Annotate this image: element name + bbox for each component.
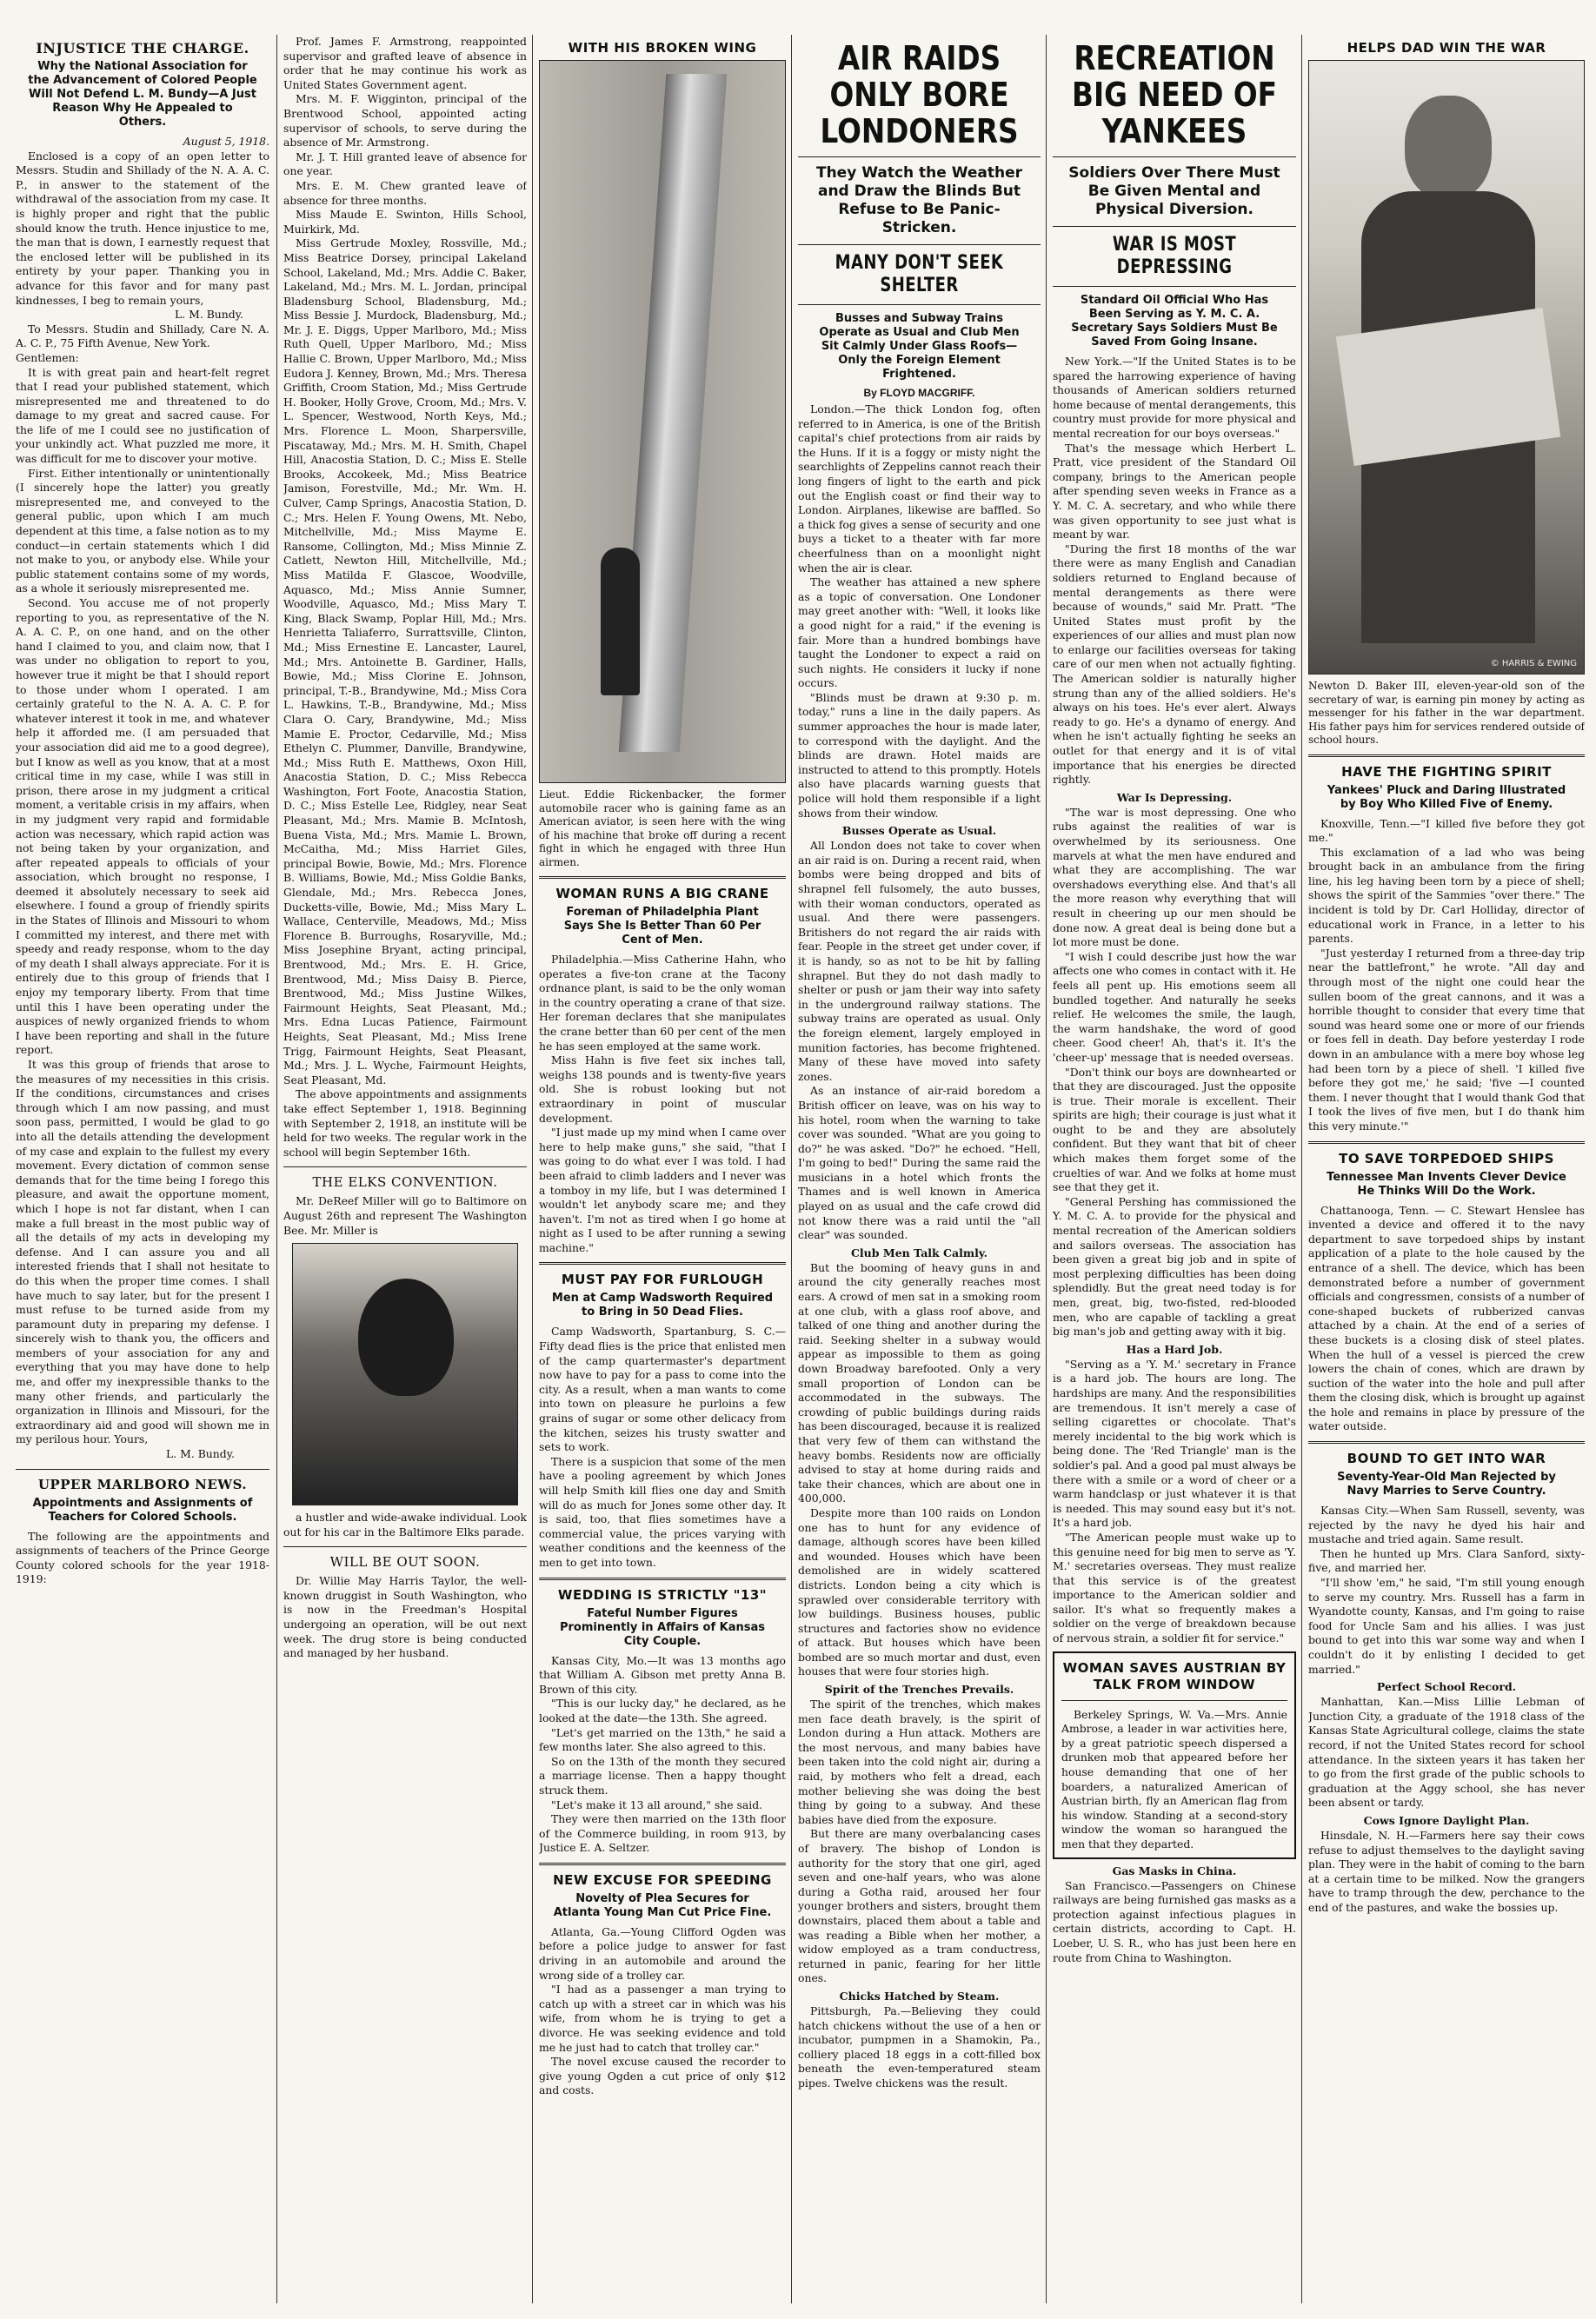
headline-crane: WOMAN RUNS A BIG CRANE xyxy=(555,886,769,901)
paragraph: The novel excuse caused the recorder to give young Ogden a cut price of only $12 and costs. xyxy=(539,2055,786,2097)
photo-caption: Newton D. Baker III, eleven-year-old son of the secretary of war, is earning pin money by acting as messenger for his father in the war department. His father pays him for services rendered outside of school hours. xyxy=(1308,680,1585,746)
byline: By FLOYD MACGRIFF. xyxy=(863,387,975,399)
subhead: Cows Ignore Daylight Plan. xyxy=(1363,1813,1530,1827)
paragraph: "I had as a passenger a man trying to catch up with a street car in which was his wife, from whom he is trying to get a divorce. He was seeking evidence and told me he just had to catch that trolley car." xyxy=(539,1983,786,2054)
paragraph: The above appointments and assignments take effect September 1, 1918. Beginning with September 2, 1918, an institute will be held for two weeks. The regular work in the school will begin September 16th. xyxy=(283,1087,527,1159)
subhead: Perfect School Record. xyxy=(1376,1680,1517,1694)
deck-bound-war: Seventy-Year-Old Man Rejected by Navy Marries to Serve Country. xyxy=(1337,1471,1556,1498)
address: To Messrs. Studin and Shillady, Care N. A. A. C. P., 75 Fifth Avenue, New York. xyxy=(16,322,269,350)
divider xyxy=(798,244,1041,245)
paragraph: This exclamation of a lad who was being brought back in an ambulance from the firing line, his leg having been torn by a piece of shell; shows the spirit of the Sammies "over there." The incident is told by Dr. Carl Holliday, director of educational work in France, in a letter to his parents. xyxy=(1308,845,1585,946)
paragraph: Despite more than 100 raids on London one has to hunt for any evidence of damage, although scores have been killed and wounded. Houses which have been demolished are in widely scattered districts. London being a city which is sprawled over considerable territory with low buildings. Business houses, public structures and factories show no evidence of attack. But houses which have been bombed are so much mortar and dust, even houses that were four stories high. xyxy=(798,1505,1041,1678)
deck-air-raids: They Watch the Weather and Draw the Blinds But Refuse to Be Panic-Stricken. xyxy=(815,164,1023,236)
portrait-head xyxy=(358,1279,454,1396)
column-5 xyxy=(1053,35,1296,2303)
paragraph: "Let's make it 13 all around," she said. xyxy=(551,1797,763,1811)
paragraph: Mrs. M. F. Wigginton, principal of the Brentwood School, appointed acting supervisor of schools, to serve during the absence of Mr. Armstrong. xyxy=(283,92,527,150)
headline-broken-wing: WITH HIS BROKEN WING xyxy=(568,40,757,56)
divider xyxy=(1053,226,1296,227)
column-rule xyxy=(791,35,792,2303)
divider xyxy=(539,1863,786,1865)
paragraph: "I wish I could describe just how the war affects one who comes in contact with it. He feels all pent up. His emotions seem all bundled together. And naturally he seeks relief. He welcomes the smile, the laugh, the warm handshake, the word of good cheer. Good cheer! Ah, that's it. It's the 'cheer-up' message that is needed overseas. xyxy=(1053,949,1296,1064)
subhead: Spirit of the Trenches Prevails. xyxy=(824,1683,1014,1697)
paragraph: Manhattan, Kan.—Miss Lillie Lebman of Junction City, a graduate of the 1918 class of the Kansas State Agricultural college, claims the state record, if not the United States record for school attendance. In the sixteen years it has taken her to go from the first grade of the public schools to graduation at the Aggy school, she has never been absent or tardy. xyxy=(1308,1695,1585,1810)
paragraph: That's the message which Herbert L. Pratt, vice president of the Standard Oil company, brings to the American people after spending seven weeks in France as a Y. M. C. A. secretary, and who while there was given opportunity to see just what is meant by war. xyxy=(1053,441,1296,542)
paragraph: "Just yesterday I returned from a three-day trip near the battlefront," he wrote. "All day and through most of the night one could hear the sullen boom of the great cannons, and it was a horrible thought to consider that every time that sound was heard some one or more of our friends or foes fell in death. Day before yesterday I rode down in an ambulance with a mere boy whose leg had been torn by a piece of shell. 'I killed five before they got me,' he said; 'five —I counted them. I never thought that I would thank God that I took the lives of five men, but I do thank him this very minute.'" xyxy=(1308,946,1585,1133)
headline-austrian: WOMAN SAVES AUSTRIAN BY TALK FROM WINDOW xyxy=(1062,1659,1287,1692)
paragraph: Camp Wadsworth, Spartanburg, S. C.—Fifty dead flies is the price that enlisted men of the camp quartermaster's department now have to pay for a pass to come into the city. As a result, when a man wants to come into town on pleasure he purloins a few grains of sugar or some other delicacy from the kitchen, seizes his trusty swatter and sets to work. xyxy=(539,1325,786,1454)
divider xyxy=(16,1469,269,1470)
column-1 xyxy=(16,35,269,2303)
divider xyxy=(1308,1441,1585,1444)
headline-elks: THE ELKS CONVENTION. xyxy=(312,1174,498,1191)
headline-depressing: WAR IS MOST DEPRESSING xyxy=(1112,234,1237,278)
headline-upper-marlboro: UPPER MARLBORO NEWS. xyxy=(37,1476,248,1492)
headline-helps-dad: HELPS DAD WIN THE WAR xyxy=(1347,40,1546,56)
deck-depressing: Standard Oil Official Who Has Been Serving as Y. M. C. A. Secretary Says Soldiers Must Be Saved From Going Insane. xyxy=(1071,294,1278,349)
paragraph: So on the 13th of the month they secured a marriage license. Then a happy thought struck them. xyxy=(539,1754,786,1797)
deck-injustice: Why the National Association for the Advancement of Colored People Will Not Defend L. M. Bundy—A Just Reason Why He Appealed to Others. xyxy=(28,60,257,129)
headline-speeding: NEW EXCUSE FOR SPEEDING xyxy=(553,1871,772,1888)
column-rule xyxy=(276,35,277,2303)
paragraph: London.—The thick London fog, often referred to in America, is one of the British capital's chief protections from air raids by the Huns. If it is a foggy or misty night the searchlights of Zeppelins cannot reach their long fingers of light to the earth and pick out the English coast or find their way to London. Airplanes, likewise are baffled. So a thick fog gives a sense of security and one buys a ticket to a theater with far more cheerfulness than on a moonlight night when the air is clear. xyxy=(798,402,1041,575)
headline-torpedoed: TO SAVE TORPEDOED SHIPS xyxy=(1339,1150,1554,1166)
divider xyxy=(539,1578,786,1580)
headline-shelter: MANY DON'T SEEK SHELTER xyxy=(835,252,1004,296)
paragraph: "The war is most depressing. One who rubs against the realities of war is overwhelmed by its seriousness. One marvels at what the men have endured and what they are accomplishing. The war overshadows everything else. And that's all the more reason why everything that will result in cheering up our men should be done now. A great deal is being done but a lot more must be done. xyxy=(1053,805,1296,949)
paragraph: The spirit of the trenches, which makes men face death bravely, is the spirit of London during a Hun attack. Mothers are the most nervous, and many babies have been taken into the cold night air, during a raid, by mothers who felt a dread, each mother believing she was doing the best thing by going to a subway. And these babies have died from the exposure. xyxy=(798,1698,1041,1826)
subhead: Has a Hard Job. xyxy=(1126,1342,1223,1356)
deck-furlough: Men at Camp Wadsworth Required to Bring in 50 Dead Flies. xyxy=(551,1292,774,1319)
subhead: Club Men Talk Calmly. xyxy=(850,1246,988,1259)
paragraph: Pittsburgh, Pa.—Believing they could hatch chickens without the use of a hen or incubator, pumpmen in a Shamokin, Pa., colliery placed 18 eggs in a cott-filled box beneath the even-temperatured steam pipes. Twelve chickens was the result. xyxy=(798,2003,1041,2090)
paragraph: Knoxville, Tenn.—"I killed five before they got me." xyxy=(1308,816,1585,845)
paragraph: Second. You accuse me of not properly reporting to you, as representative of the N. A. A. C. P., on one hand, and on the other hand I claimed to you, and claim now, that I was under no obligation to report to you, however true it might be that I should report to those under whom I operated. I am certainly grateful to the N. A. A. C. P. for whatever interest it took in me, and whatever help it afforded me. (I am persuaded that your association did aid me to a good degree), but I know as well as you know, that at a most critical time in my case, while I was still in prison, there arose in my judgment a critical moment, a veritable crisis in my affairs, when in my judgment very rapid and formidable action was necessary, which rapid action was not being taken by your organization, and after repeated appeals to officials of your association, which brought no response, I deemed it absolutely necessary to seek aid elsewhere. I found a group of friendly spirits in the States of Illinois and Missouri to whom I committed my interest, and there met with speedy and ready response, whom to the day of my death I shall always appreciate. For it is entirely due to this group of friends that I enjoy my temporary liberty. From that time until this I have been operating under the auspices of newly organized friends to whom I have been reporting and shall in the future report. xyxy=(16,596,269,1057)
paragraph: Atlanta, Ga.—Young Clifford Ogden was before a police judge to answer for fast driving in an automobile and around the wrong side of a trolley car. xyxy=(539,1924,786,1982)
column-rule xyxy=(1301,35,1302,2303)
subhead: Busses Operate as Usual. xyxy=(841,824,997,838)
aviator-wing-photo xyxy=(539,60,786,783)
deck-fighting-spirit: Yankees' Pluck and Daring Illustrated by Boy Who Killed Five of Enemy. xyxy=(1327,783,1566,811)
divider xyxy=(1308,754,1585,757)
paragraph: Berkeley Springs, W. Va.—Mrs. Annie Ambrose, a leader in war activities here, by a great patriotic speech dispersed a drunken mob that appeared before her house demanding that one of her boarders, a naturalized American of Austrian birth, fly an American flag from his window. Standing at a second-story window the woman so harangued the men that they departed. xyxy=(1061,1707,1287,1851)
paragraph: Kansas City, Mo.—It was 13 months ago that William A. Gibson met pretty Anna B. Brown of this city. xyxy=(539,1653,786,1696)
subhead: Chicks Hatched by Steam. xyxy=(839,1989,1000,2003)
paragraph: "The American people must wake up to this genuine need for big men to serve as 'Y. M.' secretaries overseas. They must realize that this service is of the greatest importance to the American soldier and sailor. It's what so frequently makes a soldier on the verge of breakdown because of nervous strain, a soldier fit for service." xyxy=(1053,1530,1296,1645)
paragraph: Mrs. E. M. Chew granted leave of absence for three months. xyxy=(283,178,527,207)
letter-date: August 5, 1918. xyxy=(183,135,269,148)
paragraph: Mr. DeReef Miller will go to Baltimore on August 26th and represent The Washington Bee. Mr. Miller is xyxy=(283,1194,527,1237)
deck-speeding: Novelty of Plea Secures for Atlanta Young Man Cut Price Fine. xyxy=(553,1891,772,1919)
divider xyxy=(1061,1700,1287,1701)
column-6 xyxy=(1308,35,1585,2303)
divider xyxy=(798,156,1041,157)
paragraph: Dr. Willie May Harris Taylor, the well-known druggist in South Washington, who is now in the Freedman's Hospital undergoing an operation, will be out next week. The drug store is being conducted and managed by her husband. xyxy=(283,1574,527,1660)
paragraph: "During the first 18 months of the war there were as many English and Canadian soldiers returned to England because of mental derangements as there were because of wounds," said Mr. Pratt. "The United States must profit by the experiences of our allies and must plan now to enlarge our facilities overseas for taking care of our men when not actually fighting. The American soldier is naturally higher strung than any of the allied soldiers. He's always on his toes. He's ever alert. Always ready to go. He's a dynamo of energy. And when he isn't actually fighting he seeks an outlet for that energy and it is of vital importance that his energies be directed rightly. xyxy=(1053,542,1296,787)
paragraph: "Don't think our boys are downhearted or that they are discouraged. Just the opposite is true. Their morale is excellent. Their spirits are high; their courage is just what it ought to be and they are absolutely confident. But they want that bit of cheer which makes them forget some of the cruelties of war. And we folks at home must see that they get it. xyxy=(1053,1065,1296,1194)
headline-recreation: RECREATION BIG NEED OF YANKEES xyxy=(1072,39,1277,150)
paragraph: Enclosed is a copy of an open letter to Messrs. Studin and Shillady of the N. A. A. C. P., in answer to the statement of the withdrawal of the association from my case. It is highly proper and right that the public should know the truth. Hence injustice to me, the man that is down, I earnestly request that the enclosed letter will be published in its entirety by your paper. Thanking you in advance for this favor and for many past kindnesses, I beg to remain yours, xyxy=(16,149,269,307)
divider xyxy=(1308,1141,1585,1144)
column-2 xyxy=(283,35,527,2303)
signature: L. M. Bundy. xyxy=(166,1447,235,1461)
photo-caption: Lieut. Eddie Rickenbacker, the former automobile racer who is gaining fame as an American aviator, is seen here with the wing of his machine that broke off during a recent fight in which he engaged with three Hun airmen. xyxy=(539,788,786,868)
paragraph: As an instance of air-raid boredom a British officer on leave, was on his way to his hotel, room when the warning to take cover was sounded. "What are you going to do?" he was asked. "Do?" he echoed. "Hell, I'm going to bed!" During the same raid the musicians in a hotel which fronts the Thames and is well known in America played on as usual and the cafe crowd did not know there was a raid until the "all clear" was sounded. xyxy=(798,1084,1041,1242)
paragraph: There is a suspicion that some of the men have a pooling agreement by which Jones will help Smith kill flies one day and Smith will do as much for Jones some other day. It is said, too, that flies sometimes have a commercial value, the prices varying with weather conditions and the keenness of the men to get into town. xyxy=(539,1454,786,1569)
paragraph: Philadelphia.—Miss Catherine Hahn, who operates a five-ton crane at the Tacony ordnance plant, is said to be the only woman in the country operating a crane of that size. Her foreman declares that she manipulates the crane better than 60 per cent of the men he has seen employed at the same work. xyxy=(539,953,786,1053)
paragraph: "Let's get married on the 13th," he said a few months later. She also agreed to this. xyxy=(539,1725,786,1754)
deck-crane: Foreman of Philadelphia Plant Says She Is Better Than 60 Per Cent of Men. xyxy=(563,906,761,947)
deck-torpedoed: Tennessee Man Invents Clever Device He Thinks Will Do the Work. xyxy=(1327,1170,1566,1198)
headline-air-raids: AIR RAIDS ONLY BORE LONDONERS xyxy=(820,39,1019,150)
paragraph: But there are many overbalancing cases of bravery. The bishop of London is authority for the story that one girl, aged seven and one-half years, who was alone during a Gotha raid, aroused her four younger brothers and sisters, brought them downstairs, placed them about a table and was reading a Bible when her mother, a widow employed as a tram conductress, returned in panic, fearing for her little ones. xyxy=(798,1827,1041,1985)
paragraph: Prof. James F. Armstrong, reappointed supervisor and grafted leave of absence in order that he may continue his work as United States Government agent. xyxy=(283,35,527,91)
paragraph: Kansas City.—When Sam Russell, seventy, was rejected by the navy he dyed his hair and mustache and tried again. Same result. xyxy=(1308,1504,1585,1546)
column-4 xyxy=(798,35,1041,2303)
headline-furlough: MUST PAY FOR FURLOUGH xyxy=(561,1272,764,1288)
boy-portrait-photo xyxy=(1308,60,1585,674)
paragraph: Miss Gertrude Moxley, Rossville, Md.; Miss Beatrice Dorsey, principal Lakeland School, Lakeland, Md.; Mrs. Addie C. Baker, Lakeland, Md.; Mrs. M. L. Jordan, principal Bladensburg School, Bladensburg, Md.; Miss Bessie J. Murdock, Bladensburg, Md.; Mr. J. E. Diggs, Upper Marlboro, Md.; Miss Ruth Quell, Upper Marlboro, Md.; Miss Hallie C. Brown, Upper Marlboro, Md.; Miss Eudora J. Kenney, Brown, Md.; Mrs. Theresa Griffith, Croom Station, Md.; Miss Gertrude H. Booker, Holly Grove, Croom, Md.; Mrs. V. L. Spencer, Westwood, North Keys, Md.; Mrs. Florence L. Moon, Sharpersville, Piscataway, Md.; Mrs. M. H. Smith, Chapel Hill, Anacostia Station, D. C.; Miss E. Stelle Brooks, Accokeek, Md.; Miss Beatrice Jamison, Forestville, Md.; Mr. Wm. H. Culver, Camp Springs, Anacostia Station, D. C.; Mrs. Helen F. Young Owens, Mt. Nebo, Mitchellville, Md.; Miss Mayme E. Ransome, Collington, Md.; Miss Minnie Z. Catlett, Newton Hill, Mitchellville, Md.; Miss Matilda F. Glascoe, Woodville, Aquasco, Md.; Miss Annie Sumner, Woodville, Aquasco, Md.; Miss Mary T. King, Black Swamp, Poplar Hill, Md.; Mrs. Henrietta Taliaferro, Surrattsville, Clinton, Md.; Miss Ernestine E. Lancaster, Laurel, Md.; Mrs. Antoinette B. Gardiner, Halls, Bowie, Md.; Miss Clorine E. Johnson, principal, T.-B., Brandywine, Md.; Miss Cora L. Hawkins, T.-B., Brandywine, Md.; Miss Clara O. Cary, Brandywine, Md.; Miss Mamie E. Proctor, Cedarville, Md.; Miss Ethelyn C. Plummer, Danville, Brandywine, Md.; Miss Ruth E. Matthews, Oxon Hill, Anacostia Station, D. C.; Miss Rebecca Washington, Fort Foote, Anacostia Station, D. C.; Miss Estelle Lee, Ridgley, near Seat Pleasant, Md.; Mrs. Mamie B. McIntosh, Buena Vista, Md.; Mrs. Mamie L. Brown, McCaitha, Md.; Miss Harriet Giles, principal Bowie, Bowie, Md.; Mrs. Florence B. Williams, Bowie, Md.; Miss Goldie Banks, Glendale, Md.; Mrs. Rebecca Jones, Ducketts-ville, Bowie, Md.; Miss Mary L. Wallace, Centerville, Meadows, Md.; Miss Florence B. Burroughs, Rosaryville, Md.; Miss Josephine Bryant, acting principal, Brentwood, Md.; Mrs. E. H. Grice, Brentwood, Md.; Miss Daisy B. Pierce, Brentwood, Md.; Miss Justine Wilkes, Fairmount Heights, Seat Pleasant, Md.; Mrs. Edna Lucas Patience, Fairmount Heights, Seat Pleasant, Md.; Miss Irene Trigg, Fairmount Heights, Seat Pleasant, Md.; Mrs. J. L. Wyche, Fairmount Heights, Seat Pleasant, Md. xyxy=(283,236,527,1086)
paragraph: "I just made up my mind when I came over here to help make guns," she said, "that I was going to do what ever I was told. I had been afraid to climb ladders and I never was a tomboy in my life, but I was determined I wouldn't let anybody scare me; and they haven't. I'm not as tired when I go home at night as I used to be after running a sewing machine." xyxy=(539,1126,786,1254)
paragraph: "Serving as a 'Y. M.' secretary in France is a hard job. The hours are long. The hardships are many. And the responsibilities are tremendous. It isn't merely a case of selling cigarettes or chocolate. That's merely incidental to the big work which is being done. The 'Red Triangle' man is the soldier's pal. And a good pal must always be there with a smile or a word of cheer or a warm handclasp or just whatever it is that is needed. This may sound easy but it's not. It's a hard job. xyxy=(1053,1357,1296,1530)
paragraph: "General Pershing has commissioned the Y. M. C. A. to provide for the physical and mental recreation of the American soldiers and sailors overseas. The association has been given a great big job and in spite of most perplexing difficulties has been doing splendidly. But the great need today is for men, great, big, two-fisted, red-blooded men, who are capable of tackling a great big man's job and getting away with it big. xyxy=(1053,1194,1296,1339)
headline-wedding: WEDDING IS STRICTLY "13" xyxy=(557,1586,768,1603)
paragraph: a hustler and wide-awake individual. Look out for his car in the Baltimore Elks parade. xyxy=(283,1511,527,1538)
column-3 xyxy=(539,35,786,2303)
column-rule xyxy=(532,35,533,2303)
deck-upper-marlboro: Appointments and Assignments of Teachers for Colored Schools. xyxy=(32,1496,253,1524)
paragraph: The weather has attained a new sphere as a topic of conversation. One Londoner may greet another with: "Well, it looks like a good night for a raid," if the evening is fair. More than a hundred bombings have taught the Londoner to expect a raid on such nights. He considers it lucky if none occurs. xyxy=(798,575,1041,690)
divider xyxy=(539,876,786,879)
headline-out-soon: WILL BE OUT SOON. xyxy=(329,1554,481,1571)
divider xyxy=(1053,156,1296,157)
signature: L. M. Bundy. xyxy=(175,308,243,322)
paragraph: New York.—"If the United States is to be spared the harrowing experience of having thousands of American soldiers returned home because of mental derangements, this country must provide for more physical and mental recreation for our boys overseas." xyxy=(1053,355,1296,440)
headline-injustice: INJUSTICE THE CHARGE. xyxy=(36,40,249,56)
paragraph: Then he hunted up Mrs. Clara Sanford, sixty-five, and married her. xyxy=(1308,1546,1585,1575)
paragraph: Mr. J. T. Hill granted leave of absence for one year. xyxy=(283,150,527,178)
divider xyxy=(1053,286,1296,287)
paragraph: The following are the appointments and assignments of teachers of the Prince George County colored schools for the year 1918-1919: xyxy=(16,1529,269,1586)
paragraph: First. Either intentionally or unintentionally (I sincerely hope the latter) you greatly misrepresented me, and conveyed to the general public, upon which I am much dependent at this time, a false notion as to my conduct—in certain statements which I did not make to you, or anybody else. While your public statement contains some of my words, as a whole it seriously misrepresented me. xyxy=(16,466,269,595)
paragraph: Hinsdale, N. H.—Farmers here say their cows refuse to adjust themselves to the daylight saving plan. They were in the habit of coming to the barn at a certain time to be milked. Now the grangers have to tramp through the dew, perchance to the end of the pastures, and wake the bossies up. xyxy=(1308,1828,1585,1914)
paragraph: But the booming of heavy guns in and around the city generally reaches most ears. A crowd of men sat in a smoking room at one club, with a glass roof above, and talked of one thing and another during the raid. Seeking shelter in a subway would appear as impossible to them as going down Broadway barefooted. Only a very small proportion of London can be accommodated in the subways. The crowding of public buildings during raids has been discouraged, because it is realized that very few of them can withstand the heavy bombs. Residents now are officially advised to stay at home during raids and take their chances, which are about one in 400,000. xyxy=(798,1260,1041,1505)
deck-recreation: Soldiers Over There Must Be Given Mental and Physical Diversion. xyxy=(1068,164,1280,218)
deck-wedding: Fateful Number Figures Prominently in Affairs of Kansas City Couple. xyxy=(559,1606,766,1648)
paragraph: They were then married on the 13th floor of the Commerce building, in room 913, by Justice E. A. Seltzer. xyxy=(539,1812,786,1855)
divider xyxy=(283,1546,527,1547)
headline-fighting-spirit: HAVE THE FIGHTING SPIRIT xyxy=(1341,763,1552,780)
paragraph: "Blinds must be drawn at 9:30 p. m. today," runs a line in the daily papers. As summer approaches the hour is made later, to correspond with the daylight. And the blinds are drawn. Hotel maids are instructed to attend to this promptly. Hotels also have placards warning guests that police will hold them responsible if a light shows from their window. xyxy=(798,690,1041,820)
divider xyxy=(539,1262,786,1265)
paragraph: Miss Hahn is five feet six inches tall, weighs 138 pounds and is twenty-five years old. She is robust looking but not extraordinary in point of muscular development. xyxy=(539,1053,786,1125)
divider xyxy=(798,304,1041,305)
paragraph: It was this group of friends that arose to the measures of my necessities in this crisis. If the conditions, circumstances and crises through which I am now passing, and must soon pass, permitted, I would be glad to go into all the details attending the development of my case and explain to the fullest my every movement. Every dictation of common sense demands that for the time being I forego this pleasure, and await the opportune moment, which I hope is not far distant, when I can make a full breast in the most public way of all the details of my acts in developing my defense. And I can assure you and all interested friends that I shall not hesitate to do this when the proper time comes. I shall have much to say later, but for the present I must refuse to be turned aside from my paramount duty in preparing my defense. I sincerely wish to thank you, the officers and members of your association for any and everything that you may have done to help me, and offer my inexpressible thanks to the many other friends, and particularly the organization in Illinois and Missouri, for the extraordinary aid and good will shown me in my perilous hour. Yours, xyxy=(16,1058,269,1446)
photo-credit: © HARRIS & EWING xyxy=(1490,659,1577,668)
paragraph: "I'll show 'em," he said, "I'm still young enough to serve my country. Mrs. Russell has a farm in Wyandotte county, Kansas, and I'm going to raise food for Uncle Sam and his allies. I was just bound to get into this war some way and when I couldn't do it by enlisting I decided to get married." xyxy=(1308,1576,1585,1676)
paragraph: San Francisco.—Passengers on Chinese railways are being furnished gas masks as a protection against infectious plagues in certain districts, according to Capt. H. Loeber, U. S. R., who has just been here en route from China to Washington. xyxy=(1053,1878,1296,1964)
aviator-figure xyxy=(601,548,640,695)
portrait-photo xyxy=(292,1243,518,1505)
paragraph: Chattanooga, Tenn. — C. Stewart Henslee has invented a device and offered it to the navy department to save torpedoed ships by instant application of a plate to the hole caused by the entrance of a shell. The device, which has been demonstrated before a number of government officials and congressmen, consists of a number of cone-shaped buckets of rubberized canvas attached by a chain. At the end of a series of these buckets is a closing disk of steel plates. When the hull of a vessel is pierced the crew lowers the chain of cones, which are drawn by suction of the water into the hole and pull after them the closing disk, which is brought up against the hole and remains in place by pressure of the water outside. xyxy=(1308,1203,1585,1433)
subhead: War Is Depressing. xyxy=(1116,790,1233,804)
paragraph: All London does not take to cover when an air raid is on. During a recent raid, when bombs were being dropped and bits of shrapnel fell fulsomely, the auto busses, with their woman conductors, operated as usual. And there were passengers. Britishers do not regard the air raids with fear. People in the street get under cover, if it is handy, so as not to be hit by falling shrapnel. But they do not dash madly to shelter or push or jam their way into safety in the underground railway stations. The subway trains are operated as usual. Only the foreign element, largely employed in munition factories, has become frightened. Many of these have moved into safety zones. xyxy=(798,839,1041,1083)
boxed-story xyxy=(1053,1651,1296,1859)
paragraph: Miss Maude E. Swinton, Hills School, Muirkirk, Md. xyxy=(283,208,527,236)
paragraph: It is with great pain and heart-felt regret that I read your published statement, which misrepresented me and threatened to do damage to my great and sacred cause. For the life of me I could see no justification of your unkindly act. What puzzled me more, it was difficult for me to discover your motive. xyxy=(16,365,269,466)
salutation: Gentlemen: xyxy=(16,350,79,364)
paragraph: "This is our lucky day," he declared, as he looked at the date—the 13th. She agreed. xyxy=(539,1697,786,1724)
subhead: Gas Masks in China. xyxy=(1112,1864,1237,1877)
boy-head xyxy=(1405,96,1492,200)
deck-shelter: Busses and Subway Trains Operate as Usual and Club Men Sit Calmly Under Glass Roofs—Only the Foreign Element Frightened. xyxy=(819,312,1020,381)
headline-bound-war: BOUND TO GET INTO WAR xyxy=(1347,1451,1546,1467)
divider xyxy=(283,1166,527,1167)
column-rule xyxy=(1046,35,1047,2303)
